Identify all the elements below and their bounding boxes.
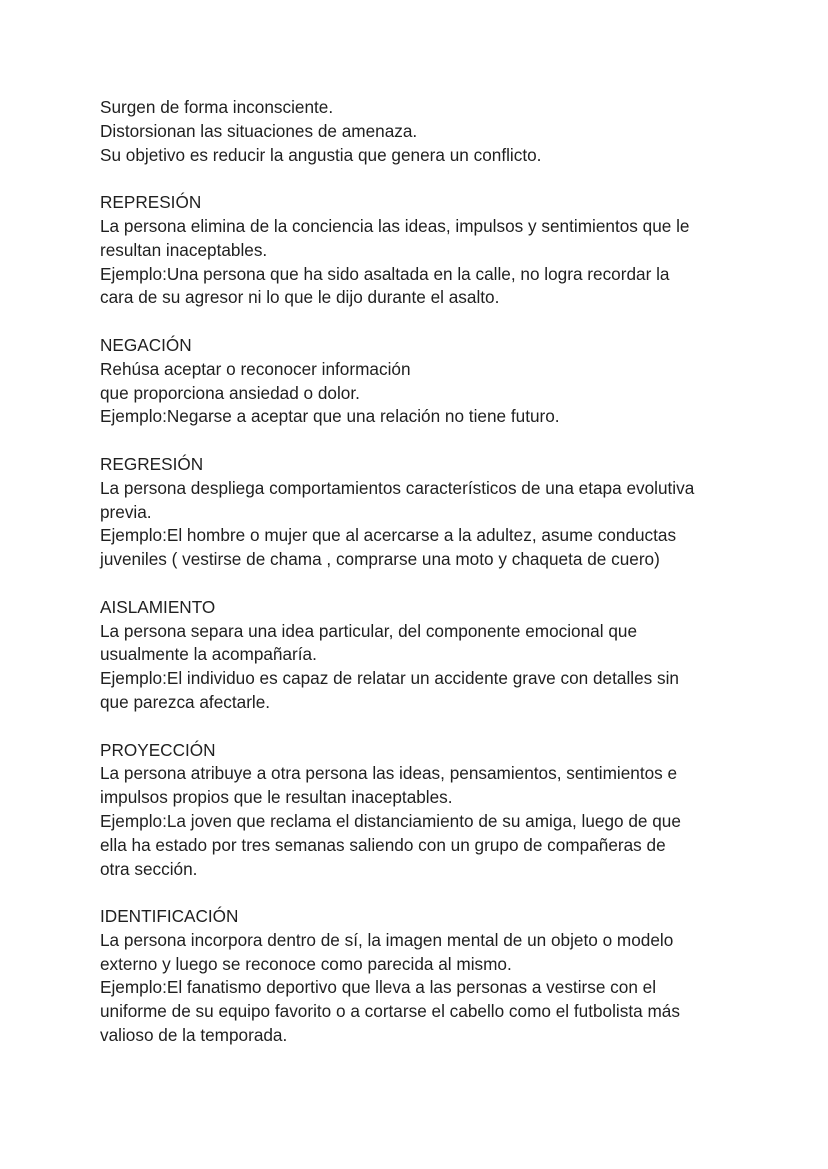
section-title: PROYECCIÓN xyxy=(100,739,216,760)
section-line: que proporciona ansiedad o dolor. xyxy=(100,382,360,403)
spacer xyxy=(100,310,740,334)
section-line: resultan inaceptables. xyxy=(100,239,268,260)
document-page xyxy=(100,96,740,1048)
section-line: uniforme de su equipo favorito o a cortarse el cabello como el futbolista más xyxy=(100,1001,680,1022)
spacer xyxy=(100,167,740,191)
intro-line: Su objetivo es reducir la angustia que genera un conflicto. xyxy=(100,144,542,165)
section-line: La persona incorpora dentro de sí, la imagen mental de un objeto o modelo xyxy=(100,929,674,950)
intro-block xyxy=(100,96,740,167)
section-line: juveniles ( vestirse de chama , comprarse una moto y chaqueta de cuero) xyxy=(100,549,660,570)
section-line: La persona atribuye a otra persona las ideas, pensamientos, sentimientos e xyxy=(100,763,678,784)
section-title: REPRESIÓN xyxy=(100,192,202,213)
section-title: AISLAMIENTO xyxy=(100,596,216,617)
intro-line: Distorsionan las situaciones de amenaza. xyxy=(100,120,418,141)
section-identificacion xyxy=(100,905,740,1048)
section-line: cara de su agresor ni lo que le dijo durante el asalto. xyxy=(100,287,500,308)
section-line: otra sección. xyxy=(100,858,198,879)
section-line: impulsos propios que le resultan inaceptables. xyxy=(100,787,453,808)
spacer xyxy=(100,429,740,453)
section-line: Ejemplo:El hombre o mujer que al acercarse a la adultez, asume conductas xyxy=(100,525,677,546)
section-negacion xyxy=(100,334,740,429)
intro-line: Surgen de forma inconsciente. xyxy=(100,97,334,117)
spacer xyxy=(100,715,740,739)
section-title: REGRESIÓN xyxy=(100,453,204,474)
section-line: Ejemplo:Negarse a aceptar que una relación no tiene futuro. xyxy=(100,406,560,427)
section-line: La persona separa una idea particular, del componente emocional que xyxy=(100,620,637,641)
section-line: ella ha estado por tres semanas saliendo con un grupo de compañeras de xyxy=(100,834,666,855)
section-line: Rehúsa aceptar o reconocer información xyxy=(100,358,411,379)
spacer xyxy=(100,881,740,905)
section-line: valioso de la temporada. xyxy=(100,1025,288,1046)
section-line: usualmente la acompañaría. xyxy=(100,644,317,665)
section-line: Ejemplo:Una persona que ha sido asaltada en la calle, no logra recordar la xyxy=(100,263,670,284)
section-title: NEGACIÓN xyxy=(100,334,192,355)
section-line: externo y luego se reconoce como parecida al mismo. xyxy=(100,953,512,974)
section-represion xyxy=(100,191,740,310)
section-line: La persona despliega comportamientos característicos de una etapa evolutiva xyxy=(100,477,695,498)
spacer xyxy=(100,572,740,596)
section-line: previa. xyxy=(100,501,152,522)
section-line: Ejemplo:El individuo es capaz de relatar un accidente grave con detalles sin xyxy=(100,668,679,689)
section-regresion xyxy=(100,453,740,572)
section-line: La persona elimina de la conciencia las ideas, impulsos y sentimientos que le xyxy=(100,215,690,236)
section-title: IDENTIFICACIÓN xyxy=(100,906,239,927)
section-aislamiento xyxy=(100,596,740,715)
section-line: Ejemplo:El fanatismo deportivo que lleva a las personas a vestirse con el xyxy=(100,977,657,998)
section-line: Ejemplo:La joven que reclama el distanciamiento de su amiga, luego de que xyxy=(100,810,681,831)
section-proyeccion xyxy=(100,739,740,882)
section-line: que parezca afectarle. xyxy=(100,691,271,712)
